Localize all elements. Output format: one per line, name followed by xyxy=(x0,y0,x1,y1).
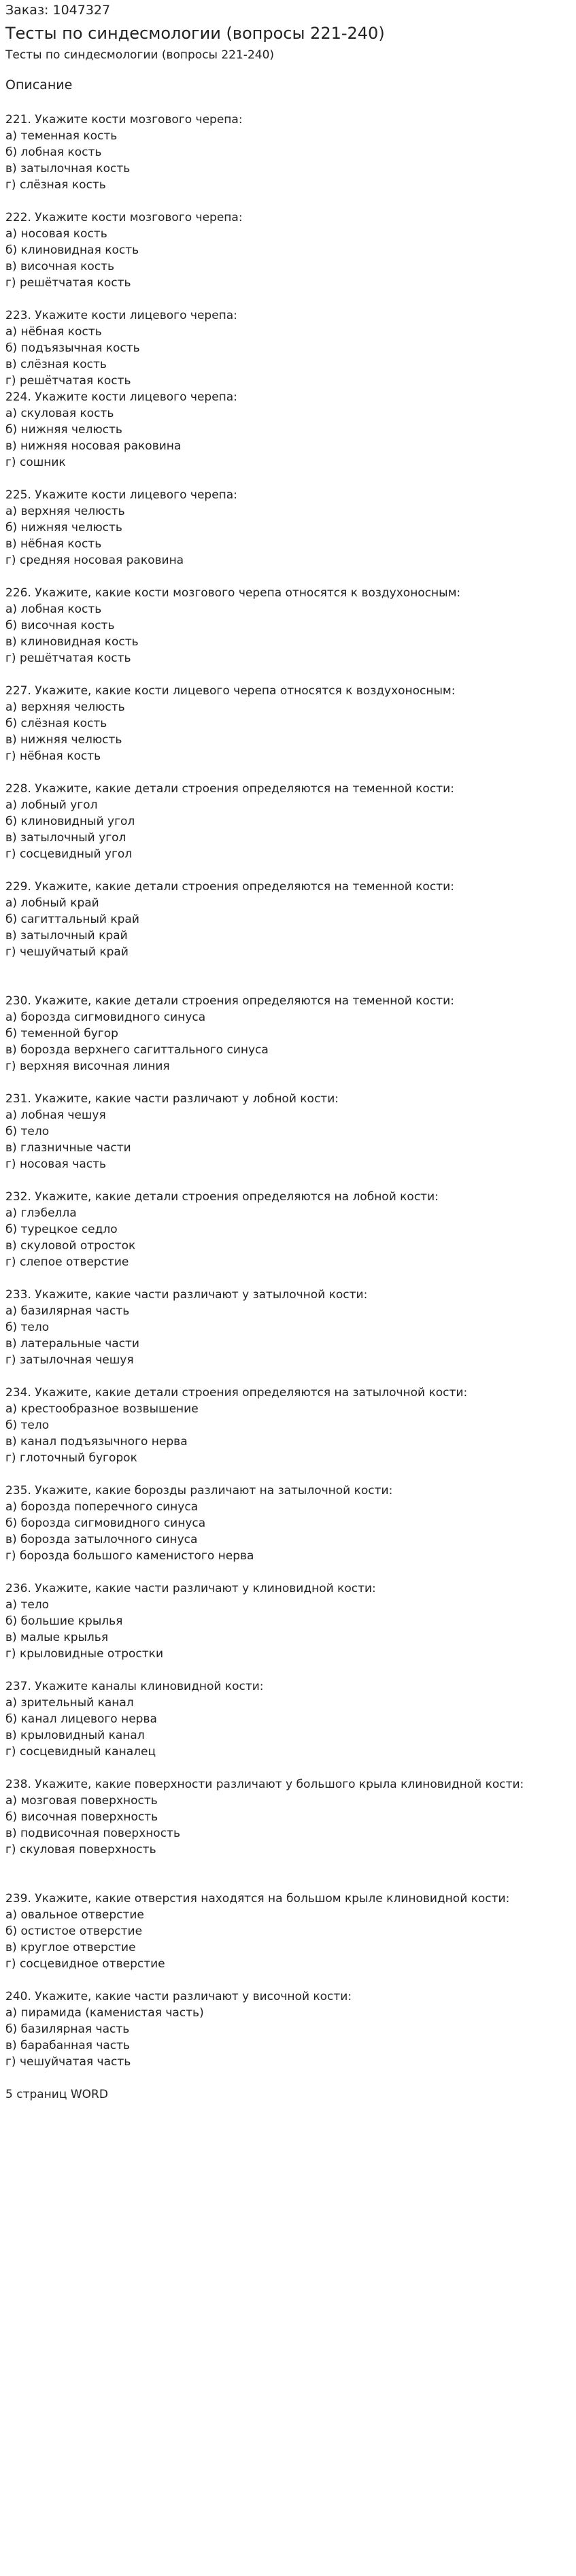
answer-option: в) клиновидная кость xyxy=(5,635,139,649)
answer-option: в) слёзная кость xyxy=(5,358,107,371)
answer-option: в) борозда затылочного синуса xyxy=(5,1533,198,1546)
question-text: 239. Укажите, какие отверстия находятся на большом крыле клиновидной кости: xyxy=(5,1892,510,1905)
answer-option: г) решётчатая кость xyxy=(5,374,131,388)
answer-option: б) подъязычная кость xyxy=(5,341,140,355)
answer-option: г) решётчатая кость xyxy=(5,651,131,665)
question-block xyxy=(5,1482,571,1564)
answer-option: а) лобный угол xyxy=(5,798,98,812)
answer-option: в) нёбная кость xyxy=(5,537,102,551)
answer-option: а) мозговая поверхность xyxy=(5,1794,158,1808)
answer-option: г) слёзная кость xyxy=(5,178,106,192)
question-block xyxy=(5,1678,571,1760)
answer-option: г) сосцевидный каналец xyxy=(5,1745,156,1759)
question-text: 231. Укажите, какие части различают у лобной кости: xyxy=(5,1092,339,1106)
answer-option: а) пирамида (каменистая часть) xyxy=(5,2006,204,2020)
answer-option: а) базилярная часть xyxy=(5,1304,130,1318)
answer-option: а) лобная чешуя xyxy=(5,1108,106,1122)
question-block xyxy=(5,1580,571,1662)
answer-option: в) борозда верхнего сагиттального синуса xyxy=(5,1043,269,1057)
answer-option: в) барабанная часть xyxy=(5,2039,131,2052)
answer-option: а) носовая кость xyxy=(5,227,107,241)
question-text: 238. Укажите, какие поверхности различают у большого крыла клиновидной кости: xyxy=(5,1778,524,1791)
order-number: Заказ: 1047327 xyxy=(5,3,111,18)
question-block xyxy=(5,879,571,960)
question-text: 221. Укажите кости мозгового черепа: xyxy=(5,113,243,126)
answer-option: б) височная кость xyxy=(5,619,115,632)
answer-option: г) сошник xyxy=(5,456,66,469)
question-block xyxy=(5,585,571,666)
answer-option: б) клиновидная кость xyxy=(5,243,139,257)
question-block xyxy=(5,112,571,193)
answer-option: а) верхняя челюсть xyxy=(5,700,125,714)
answer-option: в) канал подъязычного нерва xyxy=(5,1435,188,1448)
answer-option: г) слепое отверстие xyxy=(5,1255,129,1269)
answer-option: а) борозда сигмовидного синуса xyxy=(5,1011,206,1024)
answer-option: в) скуловой отросток xyxy=(5,1239,136,1253)
answer-option: б) височная поверхность xyxy=(5,1810,158,1824)
answer-option: г) затылочная чешуя xyxy=(5,1353,134,1367)
question-text: 228. Укажите, какие детали строения определяются на теменной кости: xyxy=(5,782,454,796)
answer-option: а) нёбная кость xyxy=(5,325,102,339)
answer-option: б) лобная кость xyxy=(5,146,102,159)
question-text: 232. Укажите, какие детали строения определяются на лобной кости: xyxy=(5,1190,439,1204)
answer-option: г) чешуйчатый край xyxy=(5,945,129,959)
question-block xyxy=(5,209,571,291)
question-text: 224. Укажите кости лицевого черепа: xyxy=(5,390,237,404)
answer-option: а) лобный край xyxy=(5,896,99,910)
page-title: Тесты по синдесмологии (вопросы 221-240) xyxy=(5,24,385,43)
answer-option: в) затылочный угол xyxy=(5,831,126,845)
answer-option: а) борозда поперечного синуса xyxy=(5,1500,199,1514)
answer-option: в) круглое отверстие xyxy=(5,1941,136,1954)
answer-option: а) скуловая кость xyxy=(5,407,114,420)
question-block xyxy=(5,683,571,764)
question-block xyxy=(5,1891,571,1972)
answer-option: г) сосцевидное отверстие xyxy=(5,1957,165,1971)
answer-option: в) глазничные части xyxy=(5,1141,131,1155)
answer-option: б) теменной бугор xyxy=(5,1027,118,1040)
answer-option: в) нижняя челюсть xyxy=(5,733,122,747)
question-block xyxy=(5,389,571,471)
answer-option: г) верхняя височная линия xyxy=(5,1060,170,1073)
question-block xyxy=(5,1776,571,1858)
answer-option: г) сосцевидный угол xyxy=(5,847,133,861)
answer-option: а) верхняя челюсть xyxy=(5,505,125,518)
answer-option: б) большие крылья xyxy=(5,1614,123,1628)
answer-option: а) крестообразное возвышение xyxy=(5,1402,199,1416)
question-text: 233. Укажите, какие части различают у затылочной кости: xyxy=(5,1288,368,1302)
question-text: 240. Укажите, какие части различают у височной кости: xyxy=(5,1990,352,2003)
answer-option: а) теменная кость xyxy=(5,129,118,143)
answer-option: б) канал лицевого нерва xyxy=(5,1712,157,1726)
question-text: 235. Укажите, какие борозды различают на затылочной кости: xyxy=(5,1484,393,1497)
answer-option: г) скуловая поверхность xyxy=(5,1843,156,1857)
question-block xyxy=(5,487,571,569)
answer-option: в) височная кость xyxy=(5,260,115,273)
answer-option: б) клиновидный угол xyxy=(5,815,135,828)
answer-option: б) турецкое седло xyxy=(5,1223,118,1236)
question-text: 226. Укажите, какие кости мозгового черепа относятся к воздухоносным: xyxy=(5,586,461,600)
answer-option: б) базилярная часть xyxy=(5,2022,130,2036)
question-text: 223. Укажите кости лицевого черепа: xyxy=(5,309,237,322)
answer-option: в) крыловидный канал xyxy=(5,1729,145,1742)
answer-option: б) борозда сигмовидного синуса xyxy=(5,1516,206,1530)
question-block xyxy=(5,307,571,389)
answer-option: б) тело xyxy=(5,1125,50,1138)
question-block xyxy=(5,1189,571,1270)
question-text: 236. Укажите, какие части различают у клиновидной кости: xyxy=(5,1582,376,1595)
question-block xyxy=(5,1385,571,1466)
page-count-footer: 5 страниц WORD xyxy=(5,2088,108,2101)
question-text: 222. Укажите кости мозгового черепа: xyxy=(5,211,243,224)
answer-option: г) глоточный бугорок xyxy=(5,1451,137,1465)
answer-option: г) нёбная кость xyxy=(5,749,101,763)
answer-option: г) чешуйчатая часть xyxy=(5,2055,131,2069)
description-label: Описание xyxy=(5,78,73,92)
question-text: 225. Укажите кости лицевого черепа: xyxy=(5,488,237,502)
page-subtitle: Тесты по синдесмологии (вопросы 221-240) xyxy=(5,48,275,62)
answer-option: б) сагиттальный край xyxy=(5,913,139,926)
answer-option: в) малые крылья xyxy=(5,1631,109,1644)
answer-option: г) решётчатая кость xyxy=(5,276,131,290)
answer-option: в) затылочная кость xyxy=(5,162,131,175)
answer-option: а) зрительный канал xyxy=(5,1696,134,1710)
answer-option: б) остистое отверстие xyxy=(5,1925,143,1938)
answer-option: в) затылочный край xyxy=(5,929,128,943)
answer-option: г) носовая часть xyxy=(5,1157,107,1171)
answer-option: б) тело xyxy=(5,1419,50,1432)
question-block xyxy=(5,1988,571,2070)
answer-option: а) овальное отверстие xyxy=(5,1908,144,1922)
answer-option: а) лобная кость xyxy=(5,603,102,616)
answer-option: в) латеральные части xyxy=(5,1337,139,1351)
question-block xyxy=(5,1287,571,1368)
question-text: 237. Укажите каналы клиновидной кости: xyxy=(5,1680,264,1693)
question-block xyxy=(5,993,571,1074)
answer-option: г) крыловидные отростки xyxy=(5,1647,163,1661)
answer-option: а) тело xyxy=(5,1598,50,1612)
answer-option: г) борозда большого каменистого нерва xyxy=(5,1549,254,1563)
answer-option: б) нижняя челюсть xyxy=(5,521,122,535)
answer-option: г) средняя носовая раковина xyxy=(5,554,184,567)
answer-option: б) слёзная кость xyxy=(5,717,107,730)
question-text: 227. Укажите, какие кости лицевого черепа относятся к воздухоносным: xyxy=(5,684,456,698)
question-text: 229. Укажите, какие детали строения определяются на теменной кости: xyxy=(5,880,454,894)
answer-option: б) тело xyxy=(5,1321,50,1334)
question-block xyxy=(5,1091,571,1172)
question-block xyxy=(5,781,571,862)
questions-list xyxy=(5,112,571,2070)
answer-option: б) нижняя челюсть xyxy=(5,423,122,437)
question-text: 230. Укажите, какие детали строения определяются на теменной кости: xyxy=(5,994,454,1008)
question-text: 234. Укажите, какие детали строения определяются на затылочной кости: xyxy=(5,1386,468,1400)
answer-option: в) подвисочная поверхность xyxy=(5,1827,180,1840)
answer-option: а) глэбелла xyxy=(5,1206,77,1220)
answer-option: в) нижняя носовая раковина xyxy=(5,439,182,453)
